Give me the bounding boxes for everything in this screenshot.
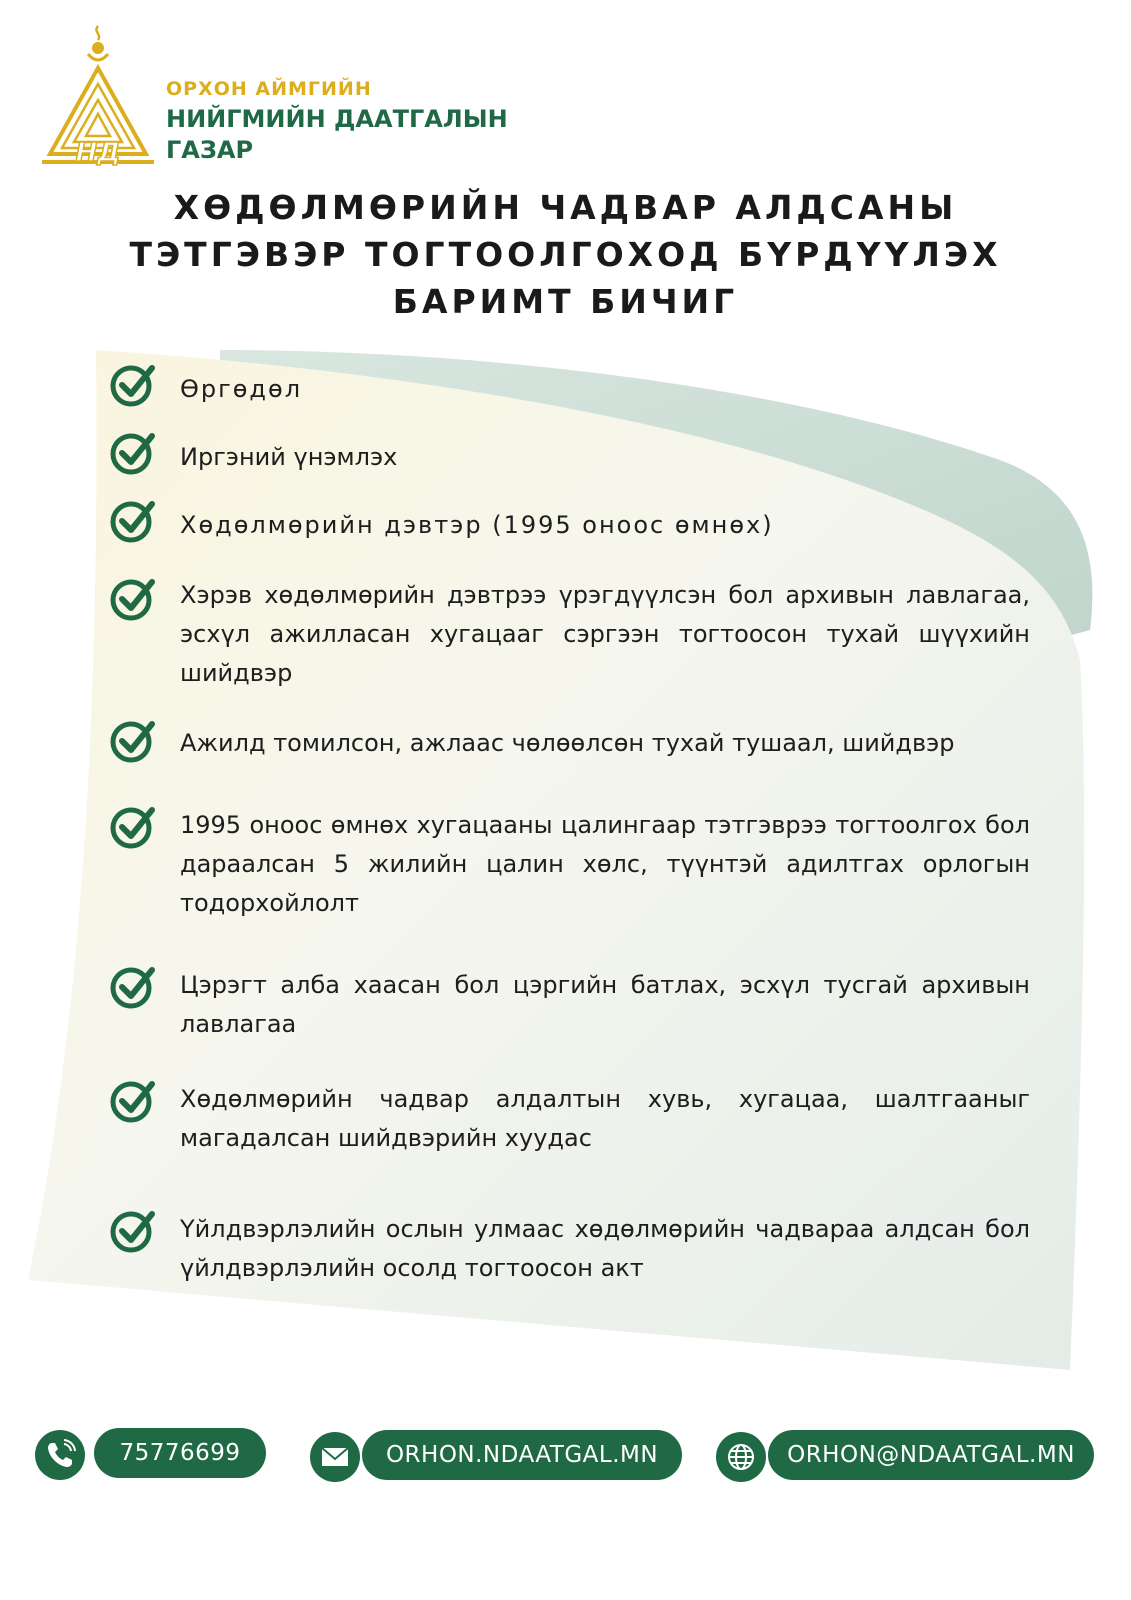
page-title [0,184,1131,325]
check-icon [110,804,156,850]
website-link[interactable]: ORHON.NDAATGAL.MN [362,1430,682,1480]
organization-logo [38,22,158,170]
phone-number[interactable]: 75776699 [94,1428,266,1478]
list-item-text: Цэрэгт алба хаасан бол цэргийн батлах, эсхүл тусгай архивын лавлагаа [180,971,1030,1038]
check-icon [110,1208,156,1254]
organization-name-line: НИЙГМИЙН ДААТГАЛЫН [166,105,508,133]
list-item-text: Ажилд томилсон, ажлаас чөлөөлсөн тухай тушаал, шийдвэр [180,729,955,757]
title-line: БАРИМТ БИЧИГ [392,282,739,321]
phone-icon[interactable] [35,1430,85,1480]
title-line: ТЭТГЭВЭР ТОГТООЛГОХОД БҮРДҮҮЛЭХ [129,235,1002,274]
mail-icon[interactable] [310,1432,360,1482]
list-item-text: Өргөдөл [180,375,303,403]
list-item-text: Иргэний үнэмлэх [180,443,398,471]
organization-region: ОРХОН АЙМГИЙН [166,78,372,100]
list-item-text: Хэрэв хөдөлмөрийн дэвтрээ үрэгдүүлсэн бол архивын лавлагаа, эсхүл ажилласан хугацааг сэргээн тогтоосон тухай шүүхийн шийдвэр [180,581,1030,687]
email-link[interactable]: ORHON@NDAATGAL.MN [768,1430,1094,1480]
check-icon [110,964,156,1010]
logo-letters: НД [75,138,121,168]
list-item-text: Үйлдвэрлэлийн ослын улмаас хөдөлмөрийн чадвараа алдсан бол үйлдвэрлэлийн осолд тогтоосон акт [180,1215,1030,1282]
check-icon [110,430,156,476]
list-item-text: Хөдөлмөрийн чадвар алдалтын хувь, хугацаа, шалтгааныг магадалсан шийдвэрийн хуудас [180,1085,1030,1152]
list-item-text: Хөдөлмөрийн дэвтэр (1995 оноос өмнөх) [180,511,774,539]
check-icon [110,362,156,408]
organization-name [166,78,508,166]
check-icon [110,576,156,622]
title-line: ХӨДӨЛМӨРИЙН ЧАДВАР АЛДСАНЫ [173,188,958,227]
globe-icon[interactable] [716,1432,766,1482]
list-item-text: 1995 оноос өмнөх хугацааны цалингаар тэтгэврээ тогтоолгох бол дараалсан 5 жилийн цалин хөлс, түүнтэй адилтгах орлогын тодорхойлолт [180,811,1030,917]
check-icon [110,718,156,764]
check-icon [110,1078,156,1124]
organization-name-line: ГАЗАР [166,136,254,164]
check-icon [110,498,156,544]
